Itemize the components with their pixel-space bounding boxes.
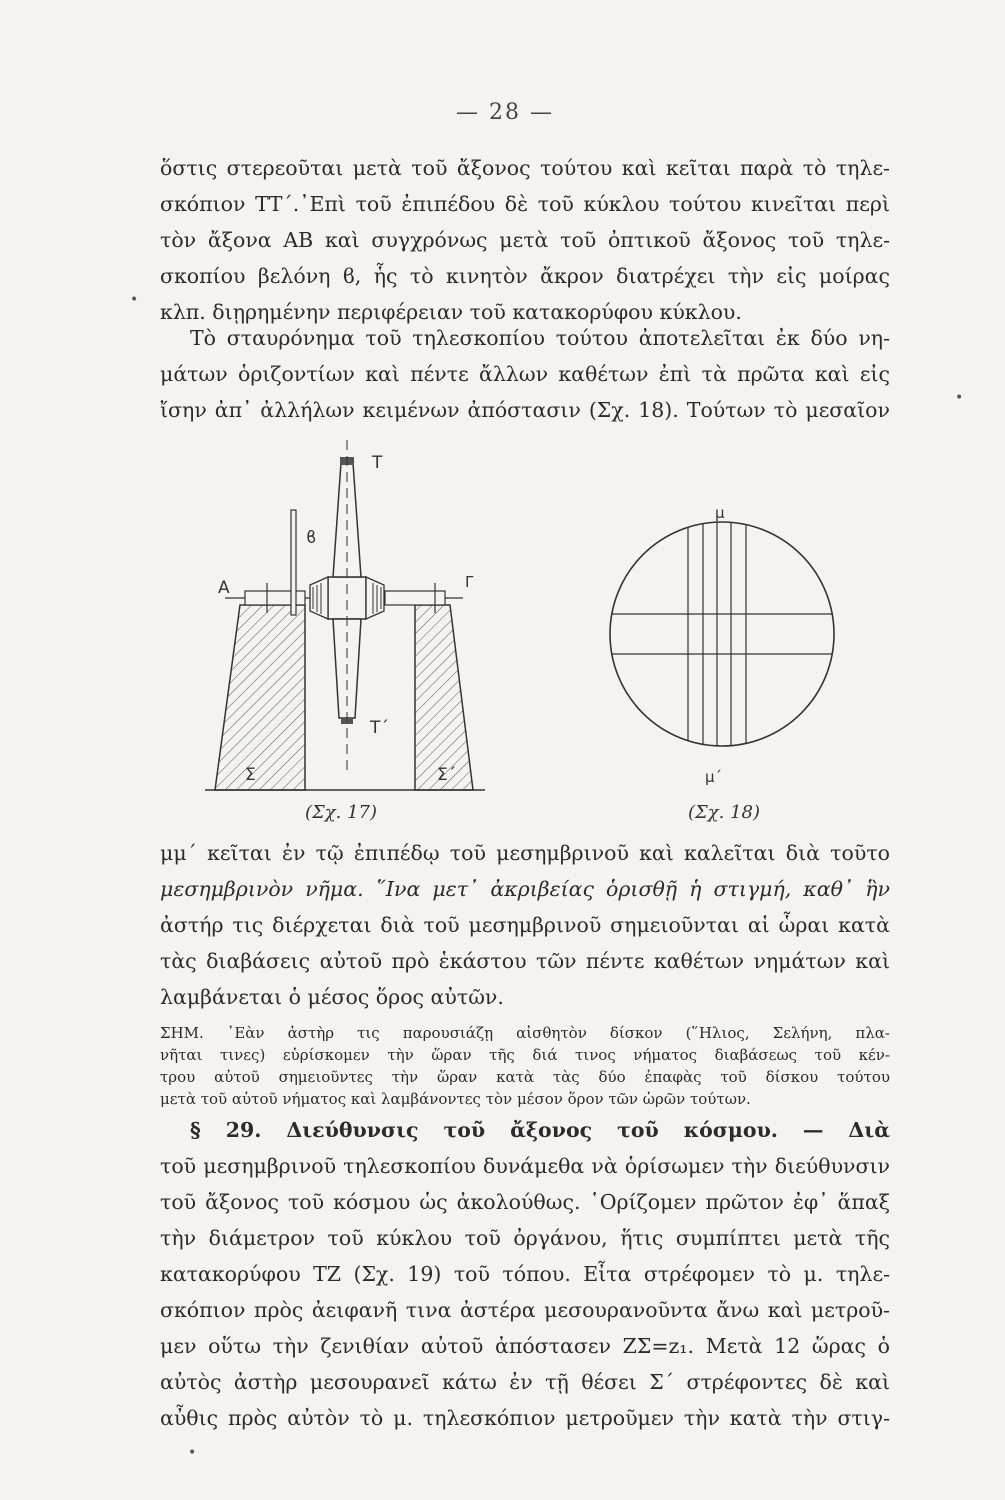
telescope-cube (328, 577, 366, 619)
label-T: T (372, 453, 383, 473)
text-line: ἀστήρ τις διέρχεται διὰ τοῦ μεσημβρινοῦ σημειοῦνται αἱ ὧραι κατὰ (160, 913, 890, 937)
text-line: σκόπιον ΤΤ΄.᾿Επὶ τοῦ ἐπιπέδου δὲ τοῦ κύκλου τούτου κινεῖται περὶ (160, 192, 890, 216)
text-line: αὐτὸς ἀστὴρ μεσουρανεῖ κάτω ἐν τῇ θέσει Σ΄ στρέφοντες δὲ καὶ (160, 1370, 890, 1394)
page-number: — 28 — (456, 100, 554, 125)
figure-17-telescope (195, 435, 495, 800)
text-line: μμ΄ κεῖται ἐν τῷ ἐπιπέδῳ τοῦ μεσημβρινοῦ καὶ καλεῖται διὰ τοῦτο (160, 841, 890, 865)
text-line: τὸν ἄξονα ΑΒ καὶ συγχρόνως μετὰ τοῦ ὀπτικοῦ ἄξονος τοῦ τηλε- (160, 228, 890, 252)
text-line: τὴν διάμετρον τοῦ κύκλου τοῦ ὀργάνου, ἥτις συμπίπτει μετὰ τῆς (160, 1226, 890, 1250)
label-Sigma-prime: Σ΄ (437, 765, 457, 785)
note-line: νῆται τινες) εὑρίσκομεν τὴν ὥραν τῆς διά τινος νήματος διαβάσεως τοῦ κέν- (160, 1046, 890, 1064)
text-line: μεσημβρινὸν νῆμα. ῞Ινα μετ᾿ ἀκριβείας ὁρισθῇ ἡ στιγμή, καθ᾿ ἣν (160, 877, 890, 901)
text-line: μεν οὕτω τὴν ζενιθίαν αὐτοῦ ἀπόστασεν ΖΣ=z₁. Μετὰ 12 ὥρας ὁ (160, 1334, 890, 1358)
text-line: τὰς διαβάσεις αὐτοῦ πρὸ ἑκάστου τῶν πέντε καθέτων νημάτων καὶ (160, 949, 890, 973)
figure-18-caption: (Σχ. 18) (688, 802, 761, 823)
text-line: Τὸ σταυρόνημα τοῦ τηλεσκοπίου τούτου ἀποτελεῖται ἐκ δύο νη- (190, 326, 890, 350)
label-beta: ϐ (306, 528, 317, 548)
note-line: τρου αὐτοῦ σημειοῦντες τὴν ὥραν κατὰ τὰς δύο ἐπαφὰς τοῦ δίσκου τούτου (160, 1068, 890, 1086)
note-line: ΣΗΜ. ᾿Εὰν ἀστὴρ τις παρουσιάζῃ αἰσθητὸν δίσκον (῞Ηλιος, Σελήνη, πλα- (160, 1024, 890, 1042)
text-line: κλπ. διῃρημένην περιφέρειαν τοῦ κατακορύφου κύκλου. (160, 300, 742, 324)
text-line: αὖθις πρὸς αὐτὸν τὸ μ. τηλεσκόπιον μετροῦμεν τὴν κατὰ τὴν στιγ- (160, 1406, 890, 1430)
note-line: μετὰ τοῦ αὐτοῦ νήματος καὶ λαμβάνοντες τὸν μέσον ὅρον τῶν ὡρῶν τούτων. (160, 1090, 751, 1108)
text-line: σκόπιον πρὸς ἀειφανῆ τινα ἀστέρα μεσουρανοῦντα ἄνω καὶ μετροῦ- (160, 1298, 890, 1322)
label-A: A (218, 578, 230, 598)
text-line: τοῦ μεσημβρινοῦ τηλεσκοπίου δυνάμεθα νὰ ὁρίσωμεν τὴν διεύθυνσιν (160, 1154, 890, 1178)
margin-mark: • (130, 292, 139, 308)
figure-17-caption: (Σχ. 17) (305, 802, 378, 823)
label-Gamma: Γ (465, 573, 474, 591)
text-line: μάτων ὁριζοντίων καὶ πέντε ἄλλων καθέτων ἐπὶ τὰ πρῶτα καὶ εἰς (160, 362, 890, 386)
text-line: τοῦ ἄξονος τοῦ κόσμου ὡς ἀκολούθως. ῾Ορίζομεν πρῶτον ἐφ᾿ ἅπαξ (160, 1190, 890, 1214)
text-line: λαμβάνεται ὁ μέσος ὅρος αὐτῶν. (160, 985, 504, 1009)
margin-mark: • (955, 390, 964, 406)
text-line: κατακορύφου ΤΖ (Σχ. 19) τοῦ τόπου. Εἶτα στρέφομεν τὸ μ. τηλε- (160, 1262, 890, 1286)
text-line: σκοπίου βελόνη ϐ, ἧς τὸ κινητὸν ἄκρον διατρέχει τὴν εἰς μοίρας (160, 264, 890, 288)
label-mu-prime: μ΄ (705, 768, 723, 786)
label-mu: μ (715, 504, 725, 522)
figure-18-reticle (600, 500, 850, 800)
left-pier (215, 605, 305, 790)
needle-beta (291, 510, 296, 615)
section-heading: § 29. Διεύθυνσις τοῦ ἄξονος τοῦ κόσμου. — Διὰ (190, 1118, 890, 1142)
margin-mark: • (188, 1445, 197, 1461)
label-Sigma: Σ (245, 765, 256, 785)
right-pier (415, 605, 473, 790)
label-T-prime: T΄ (370, 718, 389, 738)
text-line: ὅστις στερεοῦται μετὰ τοῦ ἄξονος τούτου καὶ κεῖται παρὰ τὸ τηλε- (160, 156, 890, 180)
reticle-circle (610, 522, 834, 746)
text-line: ἴσην ἀπ᾿ ἀλλήλων κειμένων ἀπόστασιν (Σχ. 18). Τούτων τὸ μεσαῖον (160, 398, 890, 422)
